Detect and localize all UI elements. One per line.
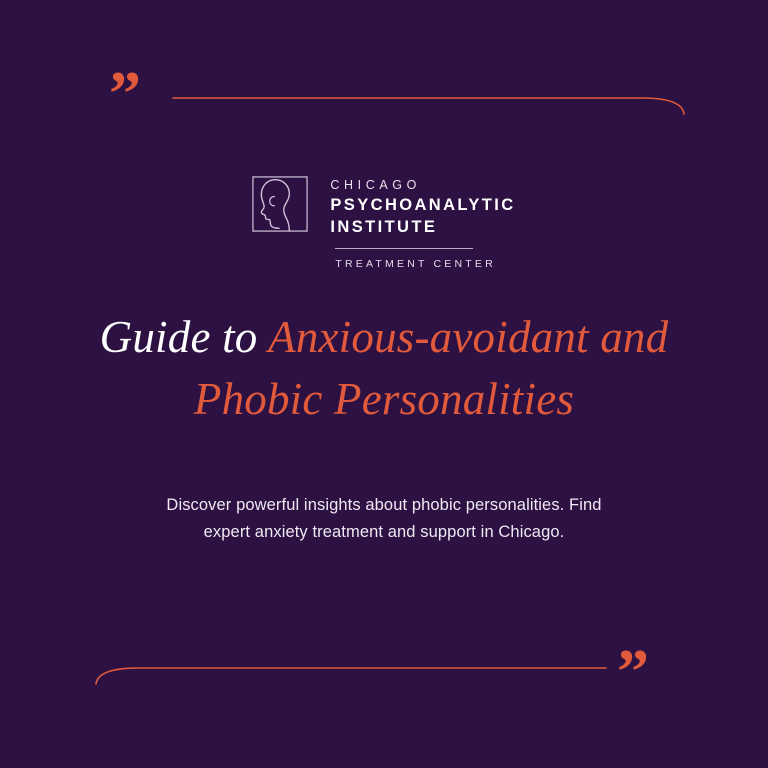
- brand-logo: [0, 176, 768, 270]
- decorative-curved-line-bottom: [88, 648, 608, 688]
- headline-lead: Guide to: [99, 312, 269, 362]
- head-profile-outline-icon: [252, 176, 308, 232]
- logo-line-psychoanalytic: PSYCHOANALYTIC: [330, 196, 516, 214]
- page-title: [64, 306, 704, 430]
- subtitle-line-1: Discover powerful insights about phobic personalities. Find: [166, 496, 602, 514]
- logo-line-treatment-center: TREATMENT CENTER: [335, 258, 496, 270]
- quote-mark-bottom-icon: ”: [617, 636, 651, 707]
- headline-accent-line1: Anxious-avoidant and: [268, 312, 669, 362]
- headline-accent-line2: Phobic Personalities: [193, 374, 575, 425]
- logo-divider: [335, 248, 473, 249]
- quote-mark-top-icon: ”: [109, 58, 143, 129]
- subtitle-line-2: expert anxiety treatment and support in Chicago.: [203, 522, 565, 541]
- logo-line-chicago: CHICAGO: [330, 178, 421, 192]
- logo-line-institute: INSTITUTE: [330, 218, 438, 236]
- subtitle: [120, 492, 648, 545]
- decorative-curved-line-top: [172, 78, 692, 118]
